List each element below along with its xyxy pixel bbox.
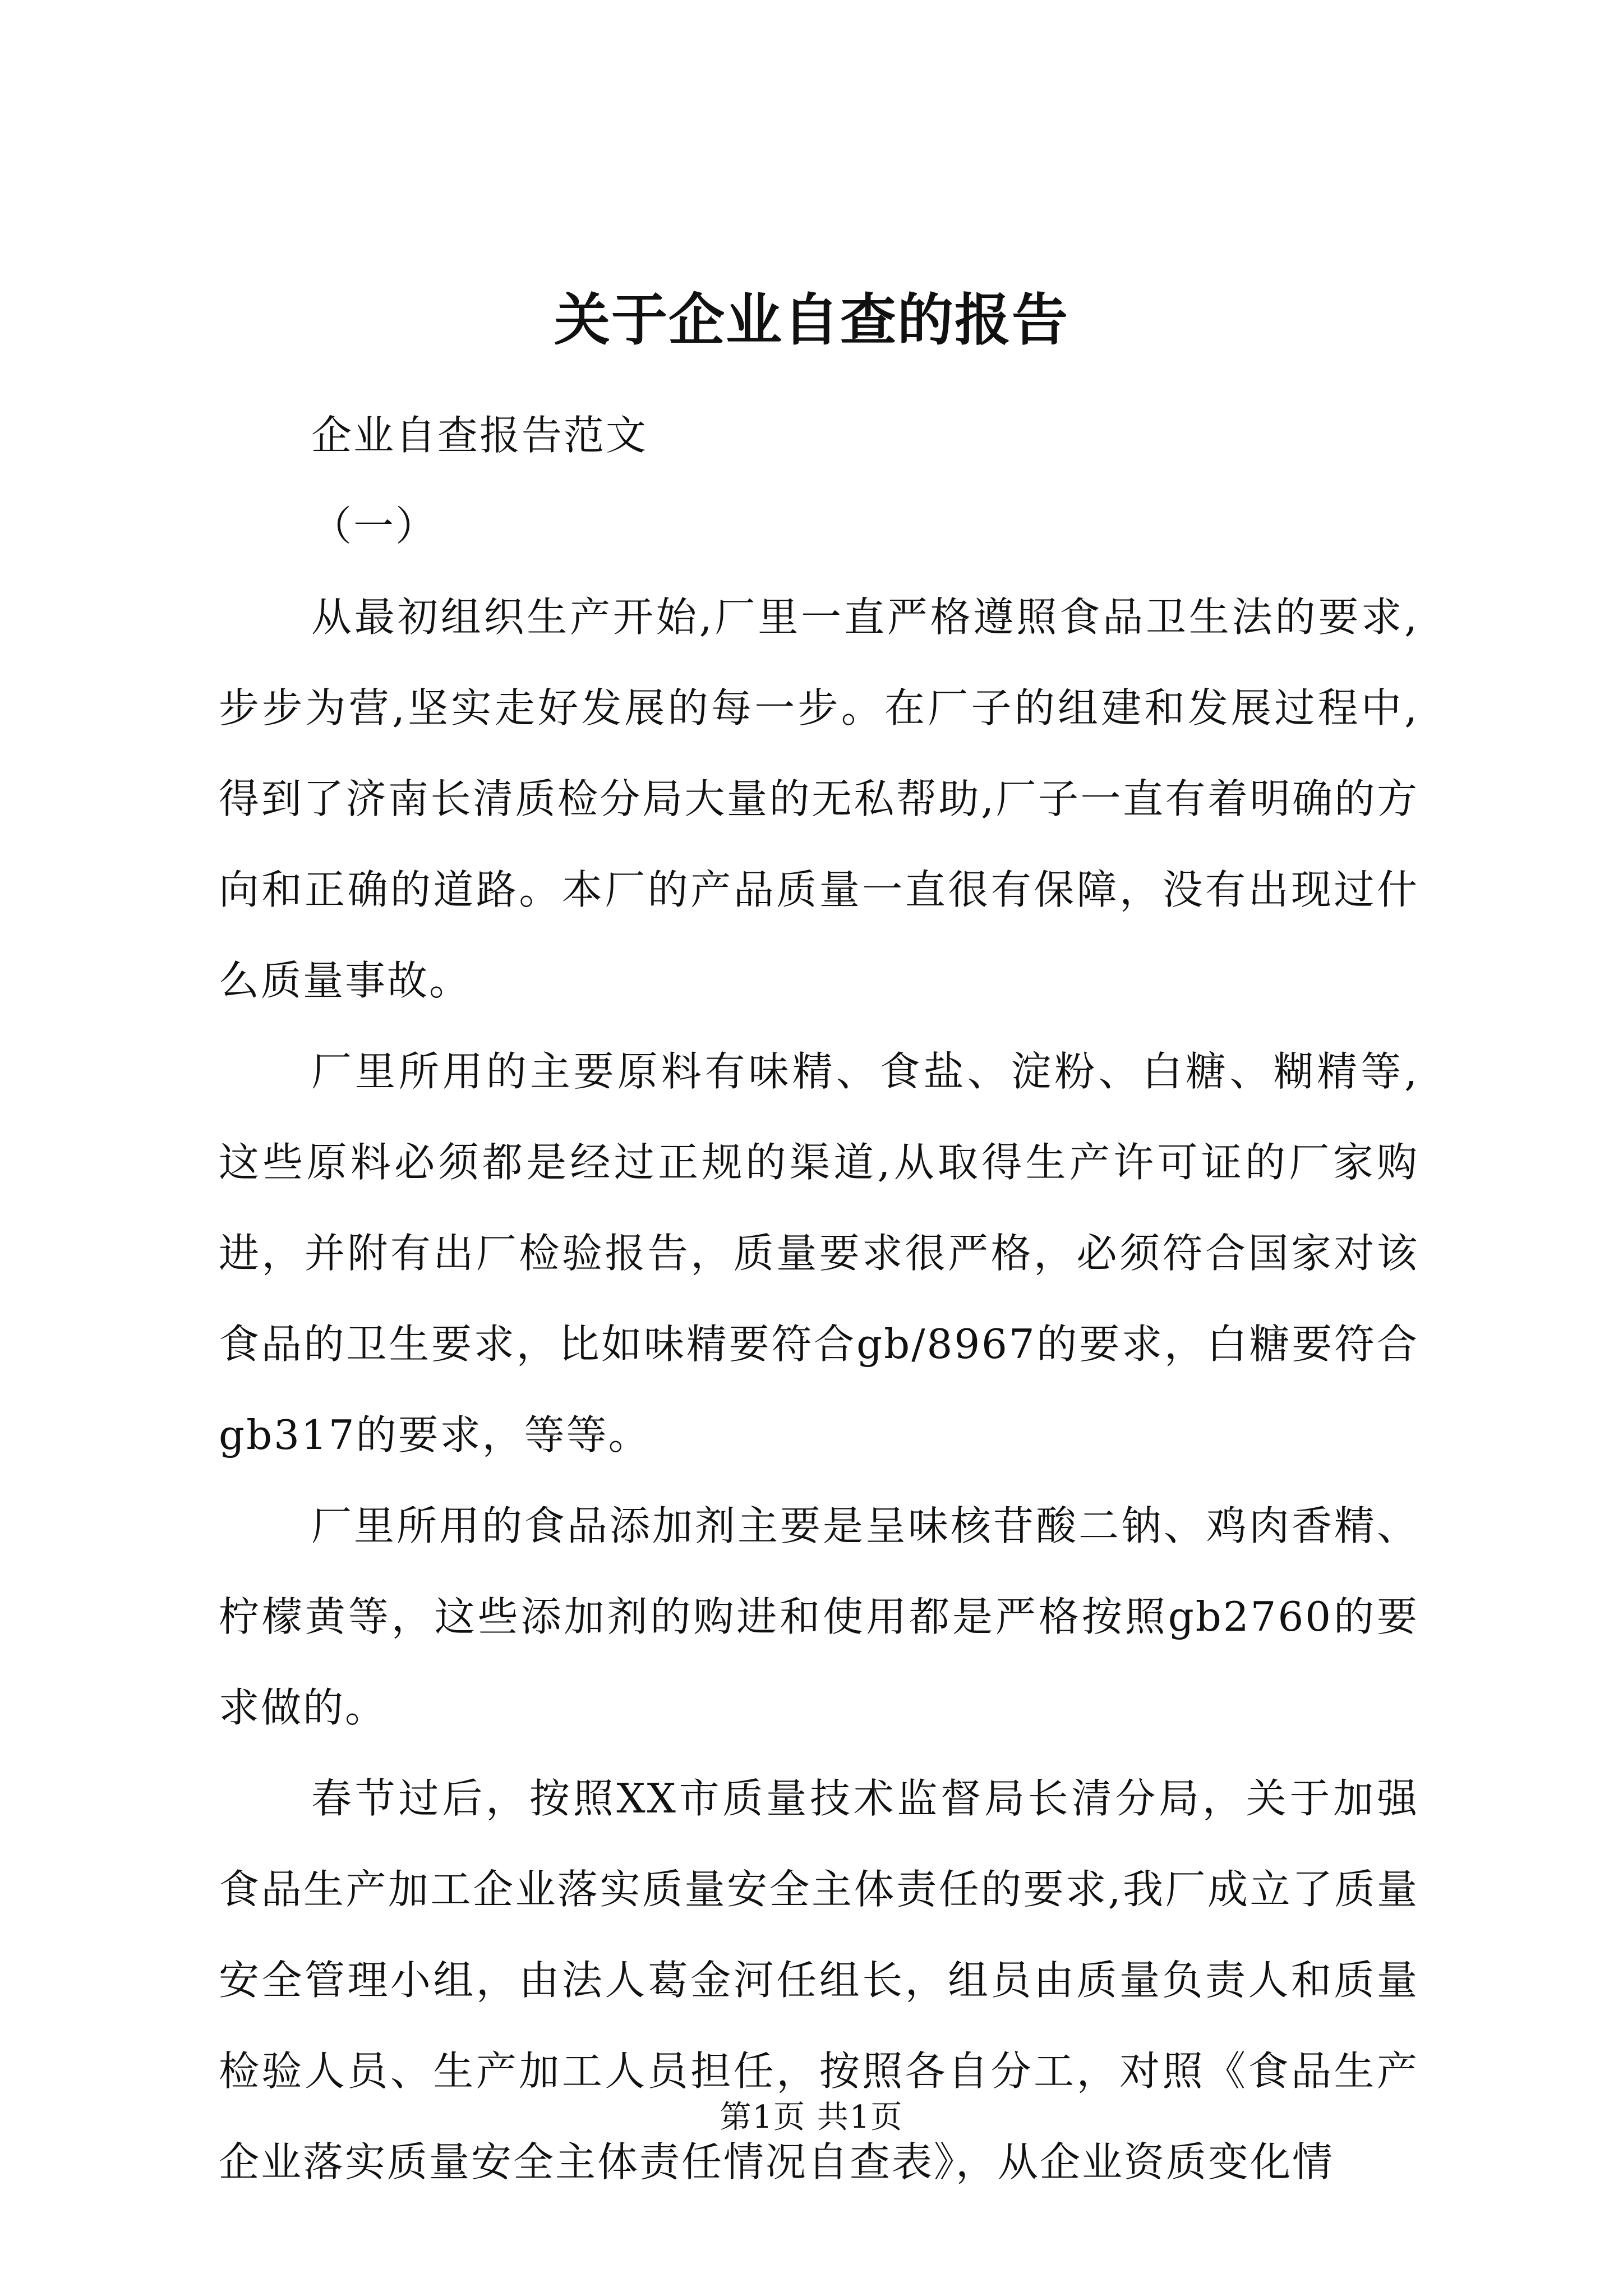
body-paragraph-2: 厂里所用的主要原料有味精、食盐、淀粉、白糖、糊精等,这些原料必须都是经过正规的渠道,从取得生产许可证的厂家购进，并附有出厂检验报告，质量要求很严格，必须符合国家对该食品的卫生要求，比如味精要符合gb/8967的要求，白糖要符合gb317的要求，等等。 (219, 1048, 1419, 1458)
body-paragraph-3: 厂里所用的食品添加剂主要是呈味核苷酸二钠、鸡肉香精、柠檬黄等，这些添加剂的购进和使用都是严格按照gb2760的要求做的。 (219, 1502, 1419, 1731)
section-number-paragraph: （一） (311, 503, 438, 550)
subtitle-paragraph: 企业自查报告范文 (311, 412, 648, 459)
body-paragraph-4: 春节过后，按照XX市质量技术监督局长清分局，关于加强食品生产加工企业落实质量安全主体责任的要求,我厂成立了质量安全管理小组，由法人葛金河任组长，组员由质量负责人和质量检验人员、生产加工人员担任，按照各自分工，对照《食品生产企业落实质量安全主体责任情况自查表》，从企业资质变化情 (219, 1775, 1419, 2185)
document-title: 关于企业自查的报告 (554, 287, 1069, 353)
document-body (219, 390, 1419, 2207)
body-paragraph-1: 从最初组织生产开始,厂里一直严格遵照食品卫生法的要求,步步为营,坚实走好发展的每一步。在厂子的组建和发展过程中,得到了济南长清质检分局大量的无私帮助,厂子一直有着明确的方向和正确的道路。本厂的产品质量一直很有保障，没有出现过什么质量事故。 (219, 593, 1419, 1004)
page-footer: 第1页 共1页 (720, 2099, 903, 2136)
